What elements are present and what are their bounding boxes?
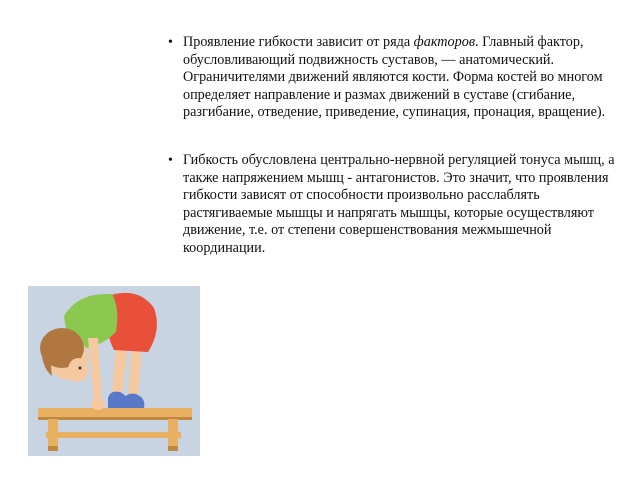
bench	[38, 408, 192, 451]
arm	[88, 338, 105, 410]
bullet-dot-icon: •	[168, 152, 173, 168]
bullet-list	[168, 34, 630, 258]
bullet-text: Гибкость обусловлена центрально-нервной регуляцией тонуса мышц, а также напряжением мышц - антагонистов. Это значит, что проявления гибкости зависят от способности произвольно расслаблять растягиваемые мышцы и напрягать мышцы, которые осуществляют движение, т.е. от степени совершенствования межмышечной координации.	[183, 151, 615, 256]
bullet-item-flexibility-factors	[168, 34, 630, 122]
shoes	[108, 392, 144, 408]
bullet-dot-icon: •	[168, 35, 173, 50]
bullet-text-end: . Главный фактор, обусловливающий подвижность суставов, — анатомический. Ограничителями движений являются кости. Форма костей во многом определяет направление и размах движений в суставе (сгибание, разгибание, отведение, приведение, супинация, пронация, вращение).	[183, 34, 606, 121]
bullet-text-start: Проявление гибкости зависит от ряда	[183, 34, 414, 50]
bullet-text-emphasis: факторов	[413, 34, 475, 50]
child-bending-on-bench-illustration	[28, 286, 200, 456]
illustration-drawing	[28, 286, 200, 456]
bullet-item-nervous-regulation	[168, 152, 630, 258]
